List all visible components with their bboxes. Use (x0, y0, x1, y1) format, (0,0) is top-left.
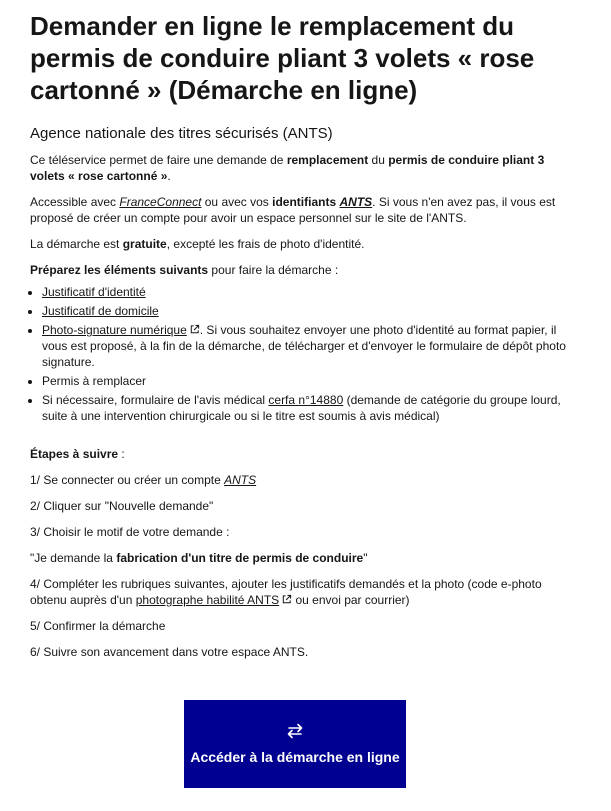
address-proof-link[interactable]: Justificatif de domicile (42, 304, 159, 318)
list-item (42, 373, 581, 389)
external-link-icon (189, 324, 200, 335)
list-item (42, 303, 581, 319)
prepare-strong: Préparez les éléments suivants (30, 263, 209, 277)
step-4-text: 4/ Compléter les rubriques suivantes, ajouter les justificatifs demandés et la photo (code e-photo obtenu auprès d'un (30, 577, 542, 607)
quote-text: " (363, 551, 368, 565)
step-3: 3/ Choisir le motif de votre demande : (30, 525, 230, 539)
step-4-text: ou envoi par courrier) (292, 593, 410, 607)
list-item (42, 322, 581, 370)
page-title: Demander en ligne le remplacement du permis de conduire pliant 3 volets « rose cartonné » (Démarche en ligne) (30, 11, 535, 105)
franceconnect-link[interactable]: FranceConnect (119, 195, 202, 209)
free-text: La démarche est (30, 237, 123, 251)
access-paragraph (30, 194, 581, 226)
permit-text: Permis à remplacer (42, 374, 147, 388)
step-3-quote (30, 550, 581, 566)
quote-text: "Je demande la (30, 551, 117, 565)
free-text: , excepté les frais de photo d'identité. (166, 237, 365, 251)
access-text: Accessible avec (30, 195, 120, 209)
step-1-text: 1/ Se connecter ou créer un compte (30, 473, 225, 487)
step-6: 6/ Suivre son avancement dans votre espace ANTS. (30, 645, 309, 659)
medical-text: Si nécessaire, formulaire de l'avis médical (42, 393, 269, 407)
agency-name: Agence nationale des titres sécurisés (ANTS) (30, 125, 333, 142)
step-1-ants-link[interactable]: ANTS (224, 473, 257, 487)
id-proof-link[interactable]: Justificatif d'identité (42, 285, 146, 299)
intro-text: . (167, 169, 171, 183)
required-items-list (30, 284, 581, 424)
prepare-text: pour faire la démarche : (208, 263, 339, 277)
access-text: ou avec vos (201, 195, 273, 209)
intro-paragraph (30, 152, 581, 184)
external-link-icon (281, 594, 292, 605)
intro-text: Ce téléservice permet de faire une demande de (30, 153, 287, 167)
intro-strong-replacement: remplacement (286, 153, 369, 167)
medical-text: (demande de catégorie du groupe lourd, suite à une intervention chirurgicale ou si le titre est soumis à avis médical) (42, 393, 561, 423)
spacer (30, 434, 581, 446)
quote-strong: fabrication d'un titre de permis de conduire (116, 551, 364, 565)
photo-signature-text: . Si vous souhaitez envoyer une photo d'identité au format papier, il vous est proposé, à la fin de la démarche, de télécharger et d'envoyer le formulaire de dépôt photo signature. (42, 323, 566, 369)
cerfa-link[interactable]: cerfa n°14880 (268, 393, 344, 407)
step-4 (30, 576, 581, 608)
access-online-procedure-button[interactable] (184, 700, 406, 788)
step-1 (30, 472, 581, 488)
photographer-link-label: photographe habilité ANTS (135, 593, 280, 607)
ants-link[interactable]: ANTS (339, 195, 373, 209)
cta-container (184, 700, 406, 788)
photo-signature-link-label: Photo-signature numérique (42, 323, 187, 337)
swap-arrows-icon (286, 722, 304, 740)
intro-text: du (368, 153, 389, 167)
free-strong: gratuite (122, 237, 167, 251)
list-item (42, 392, 581, 424)
access-strong-identifiers: identifiants (272, 195, 337, 209)
step-2: 2/ Cliquer sur "Nouvelle demande" (30, 499, 214, 513)
photo-signature-link[interactable] (42, 323, 200, 337)
photographer-link[interactable] (136, 593, 292, 607)
steps-heading-strong: Étapes à suivre (30, 447, 119, 461)
steps-heading-suffix: : (118, 447, 125, 461)
prepare-paragraph (30, 262, 581, 278)
list-item (42, 284, 581, 300)
access-text: . Si vous n'en avez pas, il vous est proposé de créer un compte pour avoir un espace personnel sur le site de l'ANTS. (30, 195, 556, 225)
steps-heading (30, 446, 581, 462)
cta-label: Accéder à la démarche en ligne (190, 749, 400, 765)
free-paragraph (30, 236, 581, 252)
step-5: 5/ Confirmer la démarche (30, 619, 166, 633)
intro-strong-permit: permis de conduire pliant 3 volets « rose cartonné » (30, 153, 545, 183)
